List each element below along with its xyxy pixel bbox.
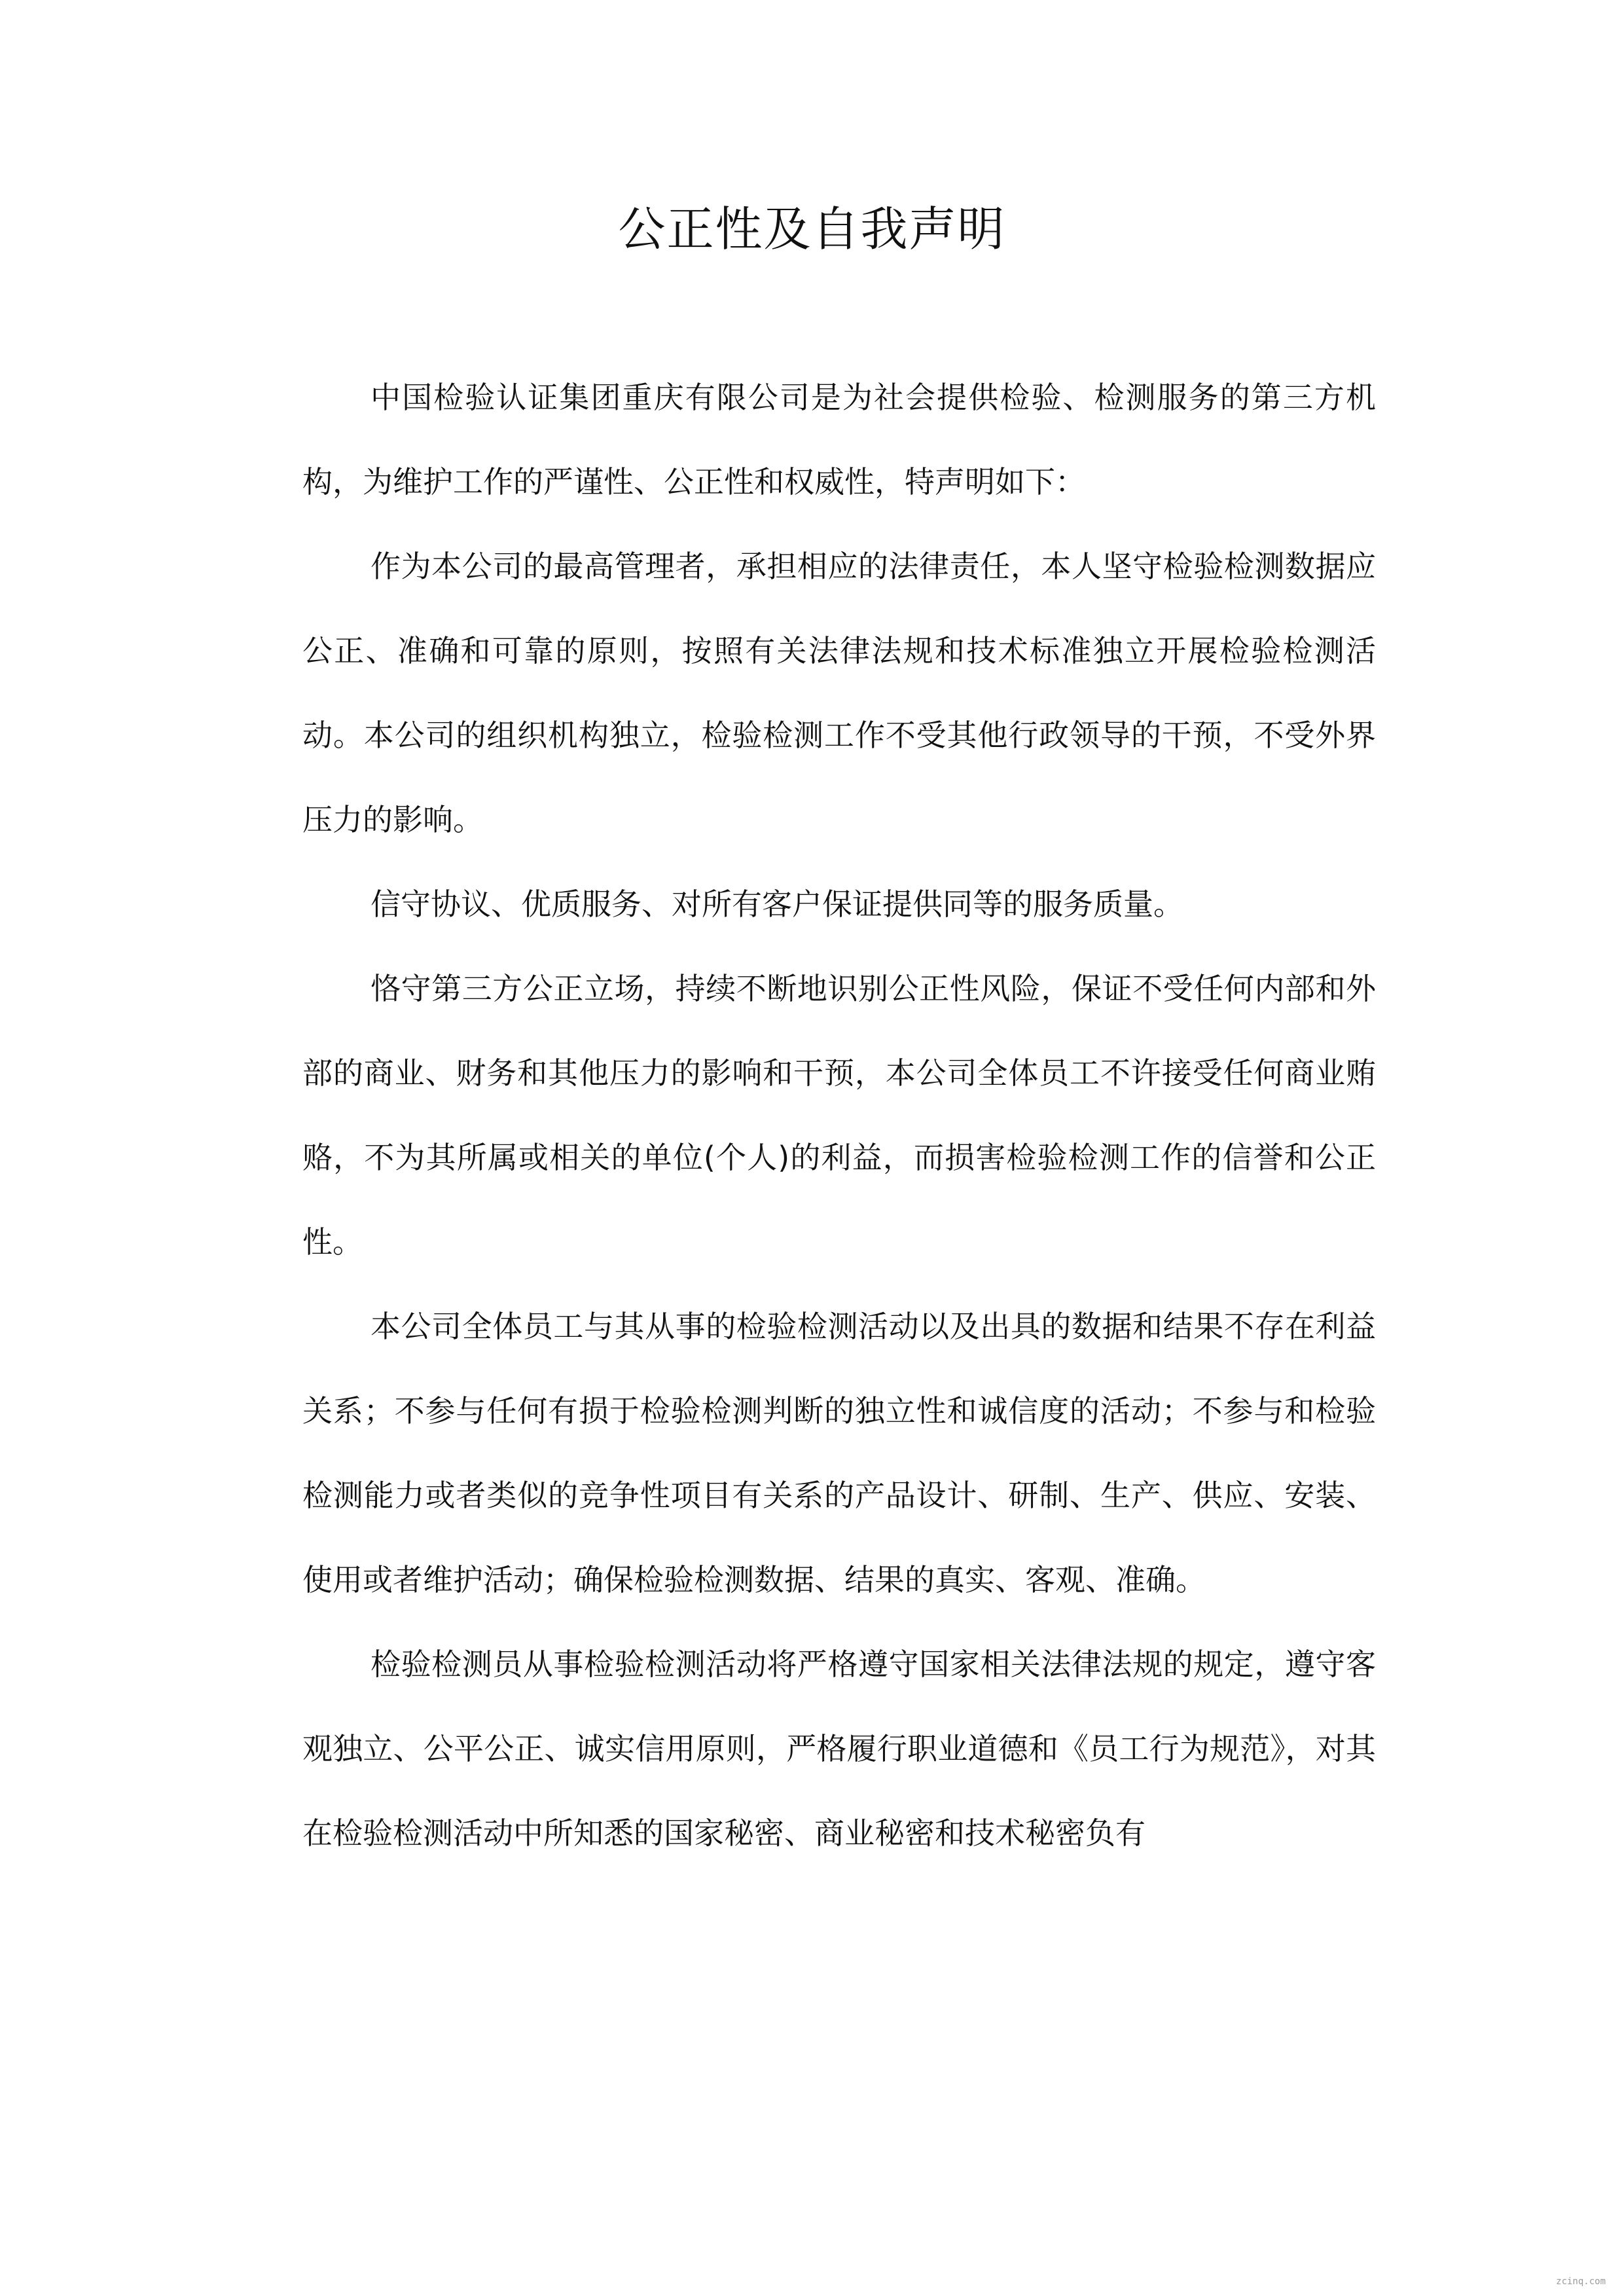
document-title: 公正性及自我声明 — [618, 202, 1006, 257]
paragraph-inspectors: 检验检测员从事检验检测活动将严格遵守国家相关法律法规的规定，遵守客观独立、公平公正、诚实信用原则，严格履行职业道德和《员工行为规范》，对其在检验检测活动中所知悉的国家秘密、商业秘密和技术秘密负有 — [302, 1647, 1376, 1851]
document-body — [302, 355, 1376, 1876]
paragraph-management: 作为本公司的最高管理者，承担相应的法律责任，本人坚守检验检测数据应公正、准确和可靠的原则，按照有关法律法规和技术标准独立开展检验检测活动。本公司的组织机构独立，检验检测工作不受其他行政领导的干预，不受外界压力的影响。 — [302, 549, 1376, 837]
paragraph-service: 信守协议、优质服务、对所有客户保证提供同等的服务质量。 — [370, 886, 1183, 922]
paragraph-staff: 本公司全体员工与其从事的检验检测活动以及出具的数据和结果不存在利益关系；不参与任何有损于检验检测判断的独立性和诚信度的活动；不参与和检验检测能力或者类似的竞争性项目有关系的产品设计、研制、生产、供应、安装、使用或者维护活动；确保检验检测数据、结果的真实、客观、准确。 — [302, 1309, 1376, 1597]
site-watermark: zcinq.com — [1556, 2276, 1606, 2287]
paragraph-intro: 中国检验认证集团重庆有限公司是为社会提供检验、检测服务的第三方机构，为维护工作的严谨性、公正性和权威性，特声明如下： — [302, 380, 1376, 500]
paragraph-impartiality: 恪守第三方公正立场，持续不断地识别公正性风险，保证不受任何内部和外部的商业、财务和其他压力的影响和干预，本公司全体员工不许接受任何商业贿赂，不为其所属或相关的单位(个人)的利益，而损害检验检测工作的信誉和公正性。 — [302, 971, 1376, 1260]
